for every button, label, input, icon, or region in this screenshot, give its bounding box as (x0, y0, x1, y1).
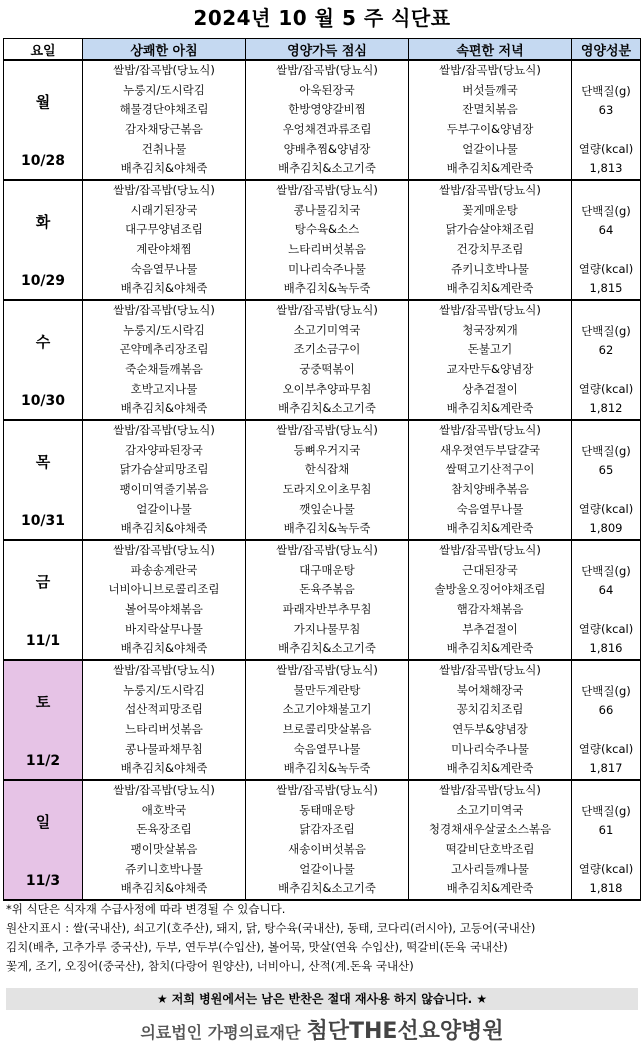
day-name: 수 (35, 333, 51, 351)
lunch-item: 쌀밥/잡곡밥(당뇨식) (276, 303, 378, 317)
lunch-item: 조기소금구이 (293, 342, 361, 357)
lunch-item: 배추김치&녹두죽 (283, 521, 371, 536)
dinner-item: 쌀밥/잡곡밥(당뇨식) (439, 63, 541, 77)
dinner-item: 돈불고기 (467, 342, 513, 357)
day-row-1 (4, 60, 641, 180)
dinner-item: 쥬키니호박나물 (451, 261, 529, 276)
breakfast-cell (83, 60, 246, 180)
protein-label: 단백질(g) (581, 804, 631, 818)
breakfast-item: 해물경단야채조림 (119, 102, 209, 117)
energy-label: 열량(kcal) (578, 382, 634, 396)
nutrition-cell (572, 780, 641, 900)
lunch-list (246, 181, 408, 299)
breakfast-item: 누룽지/도시락김 (123, 322, 205, 337)
breakfast-item: 죽순채들깨볶음 (125, 361, 203, 376)
dinner-item: 잔멸치볶음 (462, 102, 518, 117)
lunch-item: 쌀밥/잡곡밥(당뇨식) (276, 543, 378, 557)
breakfast-item: 건취나물 (141, 141, 187, 156)
dinner-item: 근대된장국 (462, 562, 518, 577)
lunch-item: 가지나물무침 (293, 621, 361, 636)
breakfast-item: 팽이미역줄기볶음 (119, 481, 209, 496)
lunch-item: 배추김치&녹두죽 (283, 281, 371, 296)
lunch-item: 돈육주볶음 (299, 582, 355, 597)
dinner-item: 배추김치&계란죽 (446, 161, 534, 176)
dinner-item: 두부구이&양념장 (446, 121, 534, 136)
breakfast-list (83, 61, 245, 179)
lunch-item: 닭감자조림 (299, 822, 355, 837)
lunch-cell (246, 180, 409, 300)
dinner-item: 배추김치&계란죽 (446, 401, 534, 416)
breakfast-item: 콩나물파채무침 (125, 741, 203, 756)
header-dinner: 속편한 저녁 (409, 39, 572, 61)
day-row-3 (4, 300, 641, 420)
energy-value: 1,815 (589, 281, 623, 295)
day-row-4 (4, 420, 641, 540)
brand-name: 첨단THE선요양병원 (306, 1019, 504, 1044)
breakfast-item: 쌀밥/잡곡밥(당뇨식) (113, 63, 215, 77)
dinner-item: 쌀밥/잡곡밥(당뇨식) (439, 423, 541, 437)
breakfast-item: 배추김치&야채죽 (120, 401, 208, 416)
header-lunch: 영양가득 점심 (246, 39, 409, 61)
energy-label: 열량(kcal) (578, 142, 634, 156)
reuse-notice: ★ 저희 병원에서는 남은 반찬은 절대 재사용 하지 않습니다. ★ (6, 988, 638, 1010)
lunch-item: 쌀밥/잡곡밥(당뇨식) (276, 783, 378, 797)
lunch-item: 오이부추양파무침 (282, 381, 372, 396)
dinner-cell (409, 60, 572, 180)
breakfast-cell (83, 300, 246, 420)
breakfast-list (83, 661, 245, 779)
day-row-5 (4, 540, 641, 660)
day-date: 10/28 (20, 153, 66, 169)
header-row (4, 39, 641, 61)
breakfast-item: 쌀밥/잡곡밥(당뇨식) (113, 543, 215, 557)
dinner-cell (409, 780, 572, 900)
energy-value: 1,813 (589, 161, 623, 175)
energy-value: 1,818 (589, 881, 623, 895)
energy-value: 1,809 (589, 521, 623, 535)
change-note: *위 식단은 식자재 수급사정에 따라 변경될 수 있습니다. (6, 902, 286, 916)
nutrition-cell (572, 540, 641, 660)
dinner-item: 햄감자채볶음 (456, 601, 524, 616)
dinner-item: 상추겉절이 (462, 381, 518, 396)
day-name: 일 (35, 813, 51, 831)
breakfast-item: 바지락살무나물 (125, 621, 203, 636)
dinner-list (409, 541, 571, 659)
lunch-cell (246, 780, 409, 900)
lunch-item: 소고기야채불고기 (282, 702, 372, 717)
breakfast-item: 배추김치&야채죽 (120, 281, 208, 296)
breakfast-item: 쌀밥/잡곡밥(당뇨식) (113, 663, 215, 677)
breakfast-list (83, 181, 245, 299)
breakfast-item: 배추김치&야채죽 (120, 641, 208, 656)
dinner-list (409, 301, 571, 419)
page-title: 2024년 10 월 5 주 식단표 (193, 6, 451, 30)
breakfast-cell (83, 660, 246, 780)
breakfast-item: 쥬키니호박나물 (125, 861, 203, 876)
day-cell (4, 780, 83, 900)
breakfast-list (83, 541, 245, 659)
dinner-item: 쌀밥/잡곡밥(당뇨식) (439, 543, 541, 557)
protein-label: 단백질(g) (581, 684, 631, 698)
lunch-item: 새송이버섯볶음 (288, 841, 366, 856)
breakfast-item: 섭산적피망조림 (125, 702, 203, 717)
breakfast-item: 배추김치&야채죽 (120, 521, 208, 536)
dinner-list (409, 781, 571, 899)
day-name: 화 (35, 213, 51, 231)
lunch-cell (246, 660, 409, 780)
lunch-list (246, 541, 408, 659)
dinner-item: 꽁치김치조림 (456, 702, 524, 717)
day-name: 토 (35, 693, 51, 711)
breakfast-cell (83, 180, 246, 300)
dinner-cell (409, 300, 572, 420)
day-cell (4, 60, 83, 180)
breakfast-item: 누룽지/도시락김 (123, 82, 205, 97)
breakfast-cell (83, 420, 246, 540)
energy-label: 열량(kcal) (578, 742, 634, 756)
breakfast-item: 배추김치&야채죽 (120, 761, 208, 776)
lunch-item: 배추김치&소고기죽 (278, 401, 376, 416)
header-day: 요일 (4, 39, 83, 61)
breakfast-item: 감자양파된장국 (125, 442, 203, 457)
breakfast-item: 누룽지/도시락김 (123, 682, 205, 697)
breakfast-item: 시래기된장국 (130, 202, 198, 217)
lunch-list (246, 781, 408, 899)
protein-value: 64 (598, 583, 614, 597)
lunch-item: 쌀밥/잡곡밥(당뇨식) (276, 423, 378, 437)
lunch-item: 한방영양갈비찜 (288, 102, 366, 117)
hospital-brand (0, 1014, 644, 1050)
energy-value: 1,816 (589, 641, 623, 655)
breakfast-item: 감자채당근볶음 (125, 121, 203, 136)
origin-line-2: 김치(배추, 고추가루 중국산), 두부, 연두부(수입산), 볼어묵, 맛살(연육 수입산), 떡갈비(돈육 국내산) (6, 940, 508, 954)
lunch-item: 소고기미역국 (293, 322, 361, 337)
breakfast-list (83, 421, 245, 539)
dinner-item: 북어채해장국 (456, 682, 524, 697)
breakfast-list (83, 301, 245, 419)
protein-value: 64 (598, 223, 614, 237)
lunch-cell (246, 300, 409, 420)
lunch-item: 아욱된장국 (299, 82, 355, 97)
lunch-item: 숙음열무나물 (293, 741, 361, 756)
lunch-list (246, 301, 408, 419)
day-cell (4, 180, 83, 300)
dinner-item: 버섯들깨국 (462, 82, 518, 97)
breakfast-item: 대구무양념조림 (125, 222, 203, 237)
breakfast-item: 너비아니브로콜리조림 (108, 582, 220, 597)
dinner-item: 쌀밥/잡곡밥(당뇨식) (439, 663, 541, 677)
breakfast-item: 애호박국 (141, 802, 187, 817)
dinner-list (409, 421, 571, 539)
dinner-item: 교자만두&양념장 (446, 361, 534, 376)
nutrition-cell (572, 660, 641, 780)
day-row-2 (4, 180, 641, 300)
lunch-item: 파래자반부추무침 (282, 601, 372, 616)
protein-value: 63 (598, 103, 614, 117)
nutrition-cell (572, 420, 641, 540)
day-cell (4, 660, 83, 780)
breakfast-list (83, 781, 245, 899)
day-date: 10/29 (20, 273, 66, 289)
protein-label: 단백질(g) (581, 84, 631, 98)
dinner-list (409, 181, 571, 299)
brand-prefix: 의료법인 가평의료재단 (140, 1023, 301, 1042)
breakfast-item: 느타리버섯볶음 (125, 721, 203, 736)
protein-label: 단백질(g) (581, 564, 631, 578)
dinner-list (409, 61, 571, 179)
dinner-item: 부추겉절이 (462, 621, 518, 636)
lunch-cell (246, 60, 409, 180)
dinner-item: 배추김치&계란죽 (446, 761, 534, 776)
breakfast-item: 얼갈이나물 (136, 501, 192, 516)
breakfast-item: 호박고지나물 (130, 381, 198, 396)
dinner-item: 숙음열무나물 (456, 501, 524, 516)
dinner-item: 배추김치&계란죽 (446, 641, 534, 656)
lunch-item: 배추김치&녹두죽 (283, 761, 371, 776)
lunch-item: 콩나물김치국 (293, 202, 361, 217)
dinner-item: 참치양배추볶음 (451, 481, 529, 496)
breakfast-item: 숙음열무나물 (130, 261, 198, 276)
lunch-item: 등뼈우거지국 (293, 442, 361, 457)
lunch-item: 깻잎순나물 (299, 501, 355, 516)
dinner-cell (409, 420, 572, 540)
lunch-item: 배추김치&소고기죽 (278, 161, 376, 176)
lunch-list (246, 61, 408, 179)
lunch-item: 한식잡채 (304, 462, 350, 477)
lunch-item: 동태매운탕 (299, 802, 355, 817)
protein-value: 65 (598, 463, 614, 477)
lunch-item: 브로콜리맛살볶음 (282, 721, 372, 736)
dinner-item: 청국장찌개 (462, 322, 518, 337)
breakfast-item: 쌀밥/잡곡밥(당뇨식) (113, 303, 215, 317)
lunch-item: 궁중떡볶이 (299, 361, 355, 376)
lunch-item: 느타리버섯볶음 (288, 241, 366, 256)
day-date: 10/30 (20, 393, 66, 409)
day-row-7 (4, 780, 641, 900)
lunch-cell (246, 420, 409, 540)
lunch-item: 얼갈이나물 (299, 861, 355, 876)
protein-label: 단백질(g) (581, 204, 631, 218)
breakfast-item: 쌀밥/잡곡밥(당뇨식) (113, 183, 215, 197)
energy-label: 열량(kcal) (578, 262, 634, 276)
breakfast-item: 팽이맛살볶음 (130, 841, 198, 856)
dinner-item: 고사리들깨나물 (451, 861, 529, 876)
breakfast-cell (83, 540, 246, 660)
lunch-item: 탕수육&소스 (294, 222, 360, 237)
dinner-item: 닭가슴살야채조림 (445, 222, 535, 237)
day-date: 11/3 (25, 873, 61, 889)
lunch-cell (246, 540, 409, 660)
dinner-item: 연두부&양념장 (452, 721, 528, 736)
energy-label: 열량(kcal) (578, 502, 634, 516)
dinner-cell (409, 180, 572, 300)
lunch-item: 도라지오이초무침 (282, 481, 372, 496)
lunch-item: 양배추찜&양념장 (283, 141, 371, 156)
lunch-item: 쌀밥/잡곡밥(당뇨식) (276, 663, 378, 677)
day-cell (4, 540, 83, 660)
lunch-item: 배추김치&소고기죽 (278, 881, 376, 896)
lunch-item: 배추김치&소고기죽 (278, 641, 376, 656)
header-nutrition: 영양성분 (572, 39, 641, 61)
lunch-item: 쌀밥/잡곡밥(당뇨식) (276, 183, 378, 197)
day-date: 11/2 (25, 753, 61, 769)
day-name: 월 (35, 93, 51, 111)
day-name: 금 (35, 573, 51, 591)
protein-value: 66 (598, 703, 614, 717)
dinner-item: 미나리숙주나물 (451, 741, 529, 756)
lunch-list (246, 421, 408, 539)
day-name: 목 (35, 453, 51, 471)
lunch-item: 대구매운탕 (299, 562, 355, 577)
dinner-item: 소고기미역국 (456, 802, 524, 817)
dinner-list (409, 661, 571, 779)
nutrition-cell (572, 60, 641, 180)
origin-line-1: 원산지표시 : 쌀(국내산), 쇠고기(호주산), 돼지, 닭, 탕수육(국내산), 동태, 코다리(러시아), 고등어(국내산) (6, 921, 536, 935)
footer (6, 900, 640, 976)
dinner-item: 얼갈이나물 (462, 141, 518, 156)
dinner-item: 배추김치&계란죽 (446, 881, 534, 896)
breakfast-cell (83, 780, 246, 900)
nutrition-cell (572, 300, 641, 420)
lunch-item: 우엉채견과류조림 (282, 121, 372, 136)
lunch-item: 물만두계란탕 (293, 682, 361, 697)
energy-label: 열량(kcal) (578, 622, 634, 636)
breakfast-item: 쌀밥/잡곡밥(당뇨식) (113, 783, 215, 797)
breakfast-item: 곤약메추리장조림 (119, 342, 209, 357)
dinner-item: 청경채새우살굴소스볶음 (428, 822, 552, 837)
energy-value: 1,817 (589, 761, 623, 775)
day-date: 11/1 (25, 633, 61, 649)
breakfast-item: 배추김치&야채죽 (120, 161, 208, 176)
nutrition-cell (572, 180, 641, 300)
dinner-item: 새우젓연두부달걀국 (440, 442, 540, 457)
dinner-cell (409, 660, 572, 780)
protein-label: 단백질(g) (581, 324, 631, 338)
protein-value: 61 (598, 823, 614, 837)
dinner-item: 솔방울오징어야채조림 (434, 582, 546, 597)
dinner-item: 쌀밥/잡곡밥(당뇨식) (439, 303, 541, 317)
breakfast-item: 쌀밥/잡곡밥(당뇨식) (113, 423, 215, 437)
dinner-item: 배추김치&계란죽 (446, 521, 534, 536)
day-date: 10/31 (20, 513, 66, 529)
dinner-item: 쌀밥/잡곡밥(당뇨식) (439, 183, 541, 197)
lunch-item: 미나리숙주나물 (288, 261, 366, 276)
energy-value: 1,812 (589, 401, 623, 415)
energy-label: 열량(kcal) (578, 862, 634, 876)
dinner-item: 꽃게매운탕 (462, 202, 518, 217)
breakfast-item: 계란야채찜 (136, 241, 192, 256)
dinner-item: 배추김치&계란죽 (446, 281, 534, 296)
protein-label: 단백질(g) (581, 444, 631, 458)
origin-line-3: 꽃게, 조기, 오징어(중국산), 참치(다랑어 원양산), 너비아니, 산적(계.돈육 국내산) (6, 959, 414, 973)
dinner-item: 쌀떡고기산적구이 (445, 462, 535, 477)
breakfast-item: 볼어묵야채볶음 (125, 601, 203, 616)
dinner-item: 건강치무조림 (456, 241, 524, 256)
day-cell (4, 420, 83, 540)
protein-value: 62 (598, 343, 614, 357)
breakfast-item: 파송송계란국 (130, 562, 198, 577)
lunch-item: 쌀밥/잡곡밥(당뇨식) (276, 63, 378, 77)
breakfast-item: 돈육장조림 (136, 822, 192, 837)
dinner-item: 쌀밥/잡곡밥(당뇨식) (439, 783, 541, 797)
menu-table (3, 38, 641, 901)
header-breakfast: 상쾌한 아침 (83, 39, 246, 61)
day-cell (4, 300, 83, 420)
lunch-list (246, 661, 408, 779)
dinner-cell (409, 540, 572, 660)
dinner-item: 떡갈비단호박조림 (445, 841, 535, 856)
day-row-6 (4, 660, 641, 780)
breakfast-item: 배추김치&야채죽 (120, 881, 208, 896)
breakfast-item: 닭가슴살피망조림 (119, 462, 209, 477)
